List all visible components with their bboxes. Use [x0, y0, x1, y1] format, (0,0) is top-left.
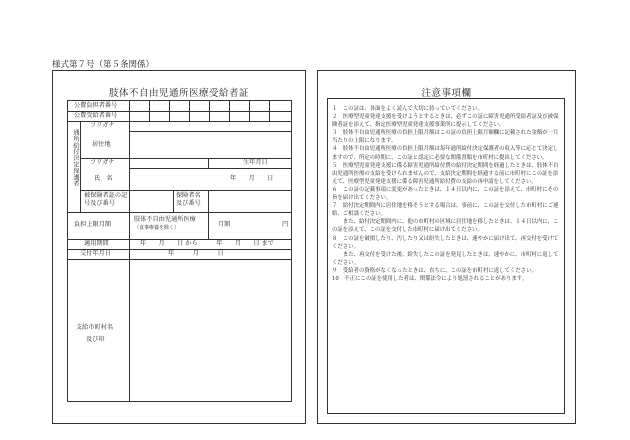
- note-item: 10 不正にこの証を使用した者は、関係法令により処罰されることがあります。: [332, 275, 528, 282]
- limit-label: 負担上限月額: [74, 221, 112, 228]
- issue-date-value: 年 月 日: [168, 250, 224, 257]
- form-number: 様式第７号（第５条関係）: [52, 60, 155, 70]
- payer-number-label: 公費負担者番号: [74, 102, 118, 109]
- note-item: ４ 肢体不自由児通所医療の負担上限月額は毎年通所給付決定保護者の収入等に応じて決定しますので、所定の時期に、この証と認定に必要な関係書類を市町村に提出してください。: [332, 146, 559, 161]
- furigana-label: フリガナ: [90, 122, 115, 129]
- limit-description-note: （食事療養を除く）: [134, 225, 180, 231]
- name-label: 氏 名: [94, 175, 113, 182]
- note-item: ６ この証の記載事項に変更があったときは、１４日以内に、この証を添えて、市町村にその旨を届け出てください。: [332, 186, 559, 202]
- note-item: また、再交付を受けた後、紛失したこの証を発見したときは、速やかに、市町村に返してください。: [332, 251, 559, 266]
- limit-description: 肢体不自由児通所医療: [134, 216, 196, 223]
- period-value: 年 月 日 から 年 月 日 まで: [140, 240, 274, 247]
- period-label: 適用期間: [84, 240, 109, 247]
- notes-panel: [317, 70, 576, 424]
- address-label: 居住地: [92, 141, 111, 148]
- notes-title: 注意事項欄: [421, 88, 472, 99]
- note-item: ３ 肢体不自由児通所医療の負担上限月額はこの証の負担上限月額欄に記載された金額が一月当たりの上限になります。: [332, 130, 559, 145]
- note-item: ２ 医療型児童発達支援を受けようとするときは、必ずこの証に障害児通所受給者証及び被保険者証を添えて、指定医療型児童発達支援事業所に提示してください。: [332, 114, 559, 129]
- yen-label: 円: [282, 221, 289, 228]
- notes-list: [332, 105, 562, 283]
- notes-box: [327, 98, 565, 414]
- note-item: １ この証は、各面をよく読んで大切に持っていてください。: [332, 106, 483, 112]
- note-item: また、給付決定期間内に、他の市町村の区域に居住地を移したときは、１４日以内に、この証を添えて、この証を交付した市町村に届け出てください。: [332, 219, 559, 234]
- furigana-label-2: フリガナ: [90, 159, 115, 166]
- recipient-number-label: 公費受給者番号: [74, 112, 118, 119]
- note-item: ８ この証を破損したり、汚したり又は紛失したときは、速やかに届け出て、再交付を受けてください。: [332, 235, 559, 250]
- seal-label: 及び印: [86, 336, 105, 343]
- issue-date-label: 交付年月日: [80, 250, 111, 257]
- insurer-label: 保険者名及び番号: [176, 192, 201, 207]
- note-item: ７ 給付決定期間内に居住地を移そうとする場合は、事前に、この証を交付した市町村にご連絡、ご相談ください。: [332, 203, 559, 218]
- insured-card-label: 被保険者証の記号及び番号: [84, 192, 128, 207]
- note-item: ９ 受給者の資格がなくなったときは、直ちに、この証を市町村に返してください。: [332, 267, 537, 274]
- note-item: ５ 医療型児童発達支援に係る障害児通所給付費の給付決定期間を経過したときは、肢体不自由児通所医療の支給を受けられませんので、支給決定期間を経過する前に市町村にこの証を添えて、医療型児童発達支援に係る障害児通所給付費の支給の再申請をしてください。: [332, 162, 559, 185]
- certificate-table: [67, 100, 292, 402]
- certificate-panel: [52, 70, 306, 424]
- month-label: 月額: [218, 221, 231, 228]
- certificate-title: 肢体不自由児通所医療受給者証: [108, 88, 249, 99]
- birthdate-label: 生年月日: [243, 159, 268, 166]
- guardian-vertical-label: 通所給付決定保護者: [72, 129, 79, 187]
- birthdate-value: 年 月 日: [230, 175, 274, 182]
- municipality-label: 支給市町村名: [76, 324, 114, 331]
